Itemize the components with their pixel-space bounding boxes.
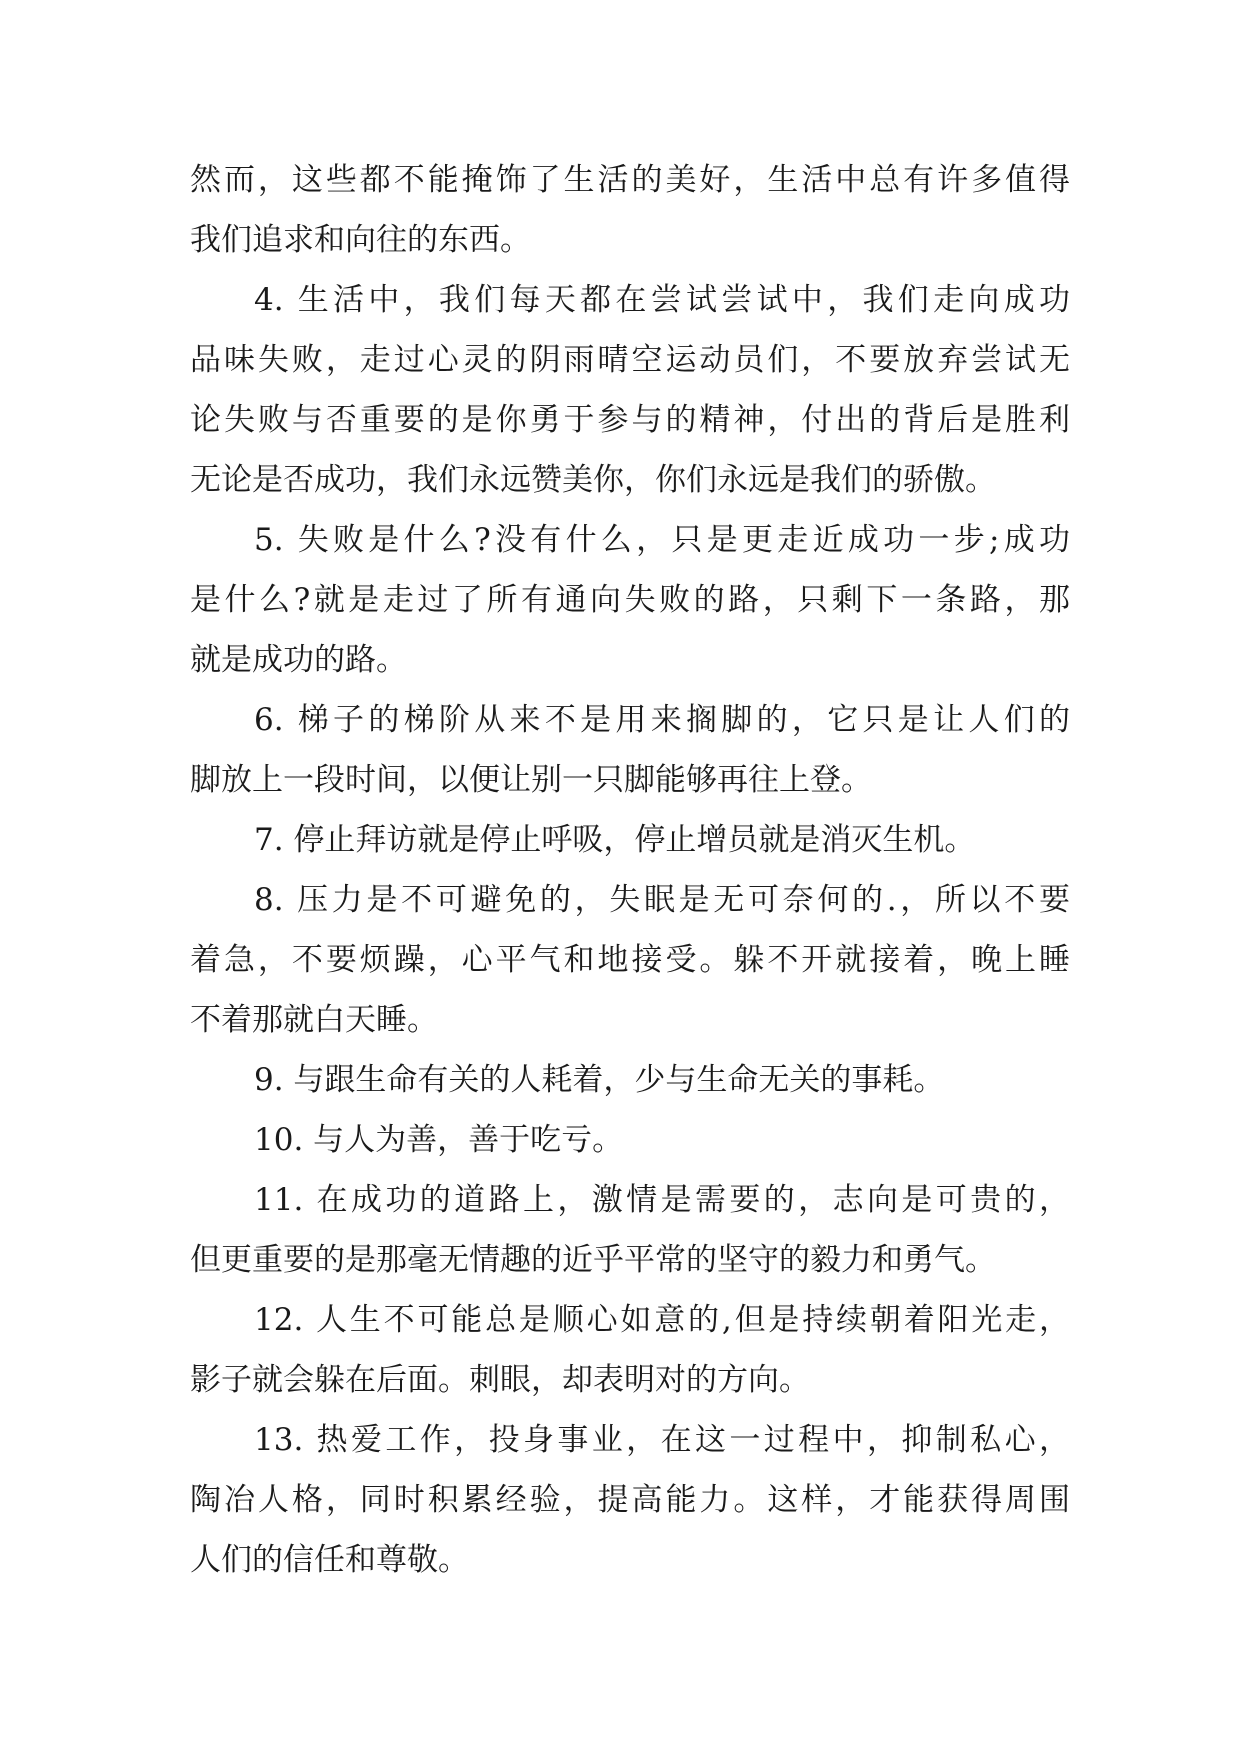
text-line: 人们的信任和尊敬。 [190, 1542, 469, 1578]
text-line: 是什么?就是走过了所有通向失败的路，只剩下一条路，那 [190, 582, 1070, 618]
text-line: 7. 停止拜访就是停止呼吸，停止增员就是消灭生机。 [254, 822, 976, 858]
paragraph-intro [190, 150, 1070, 270]
paragraph-item-11 [190, 1170, 1070, 1290]
text-line: 影子就会躲在后面。刺眼，却表明对的方向。 [190, 1362, 810, 1398]
text-line: 我们追求和向往的东西。 [190, 222, 531, 258]
text-line: 12. 人生不可能总是顺心如意的,但是持续朝着阳光走， [254, 1302, 1070, 1338]
paragraph-item-4 [190, 270, 1070, 510]
paragraph-item-6 [190, 690, 1070, 810]
text-line: 5. 失败是什么?没有什么，只是更走近成功一步;成功 [254, 522, 1070, 558]
text-line: 论失败与否重要的是你勇于参与的精神，付出的背后是胜利 [190, 402, 1070, 438]
text-line: 不着那就白天睡。 [190, 1002, 438, 1038]
text-line: 陶冶人格，同时积累经验，提高能力。这样，才能获得周围 [190, 1482, 1070, 1518]
text-line: 品味失败，走过心灵的阴雨晴空运动员们，不要放弃尝试无 [190, 342, 1070, 378]
text-line: 9. 与跟生命有关的人耗着，少与生命无关的事耗。 [254, 1062, 945, 1098]
paragraph-item-10 [190, 1110, 1070, 1170]
text-line: 6. 梯子的梯阶从来不是用来搁脚的，它只是让人们的 [254, 702, 1070, 738]
text-line: 脚放上一段时间，以便让别一只脚能够再往上登。 [190, 762, 872, 798]
document-body [190, 150, 1070, 1590]
paragraph-item-7 [190, 810, 1070, 870]
text-line: 11. 在成功的道路上，激情是需要的，志向是可贵的， [254, 1182, 1070, 1218]
text-line: 着急，不要烦躁，心平气和地接受。躲不开就接着，晚上睡 [190, 942, 1070, 978]
text-line: 4. 生活中，我们每天都在尝试尝试中，我们走向成功 [254, 282, 1070, 318]
paragraph-item-8 [190, 870, 1070, 1050]
paragraph-item-9 [190, 1050, 1070, 1110]
text-line: 就是成功的路。 [190, 642, 407, 678]
text-line: 8. 压力是不可避免的，失眠是无可奈何的.，所以不要 [254, 882, 1070, 918]
text-line: 但更重要的是那毫无情趣的近乎平常的坚守的毅力和勇气。 [190, 1242, 996, 1278]
text-line: 然而，这些都不能掩饰了生活的美好，生活中总有许多值得 [190, 162, 1070, 198]
paragraph-item-5 [190, 510, 1070, 690]
paragraph-item-12 [190, 1290, 1070, 1410]
text-line: 10. 与人为善，善于吃亏。 [254, 1122, 624, 1158]
text-line: 无论是否成功，我们永远赞美你，你们永远是我们的骄傲。 [190, 462, 996, 498]
paragraph-item-13 [190, 1410, 1070, 1590]
text-line: 13. 热爱工作，投身事业，在这一过程中，抑制私心， [254, 1422, 1070, 1458]
